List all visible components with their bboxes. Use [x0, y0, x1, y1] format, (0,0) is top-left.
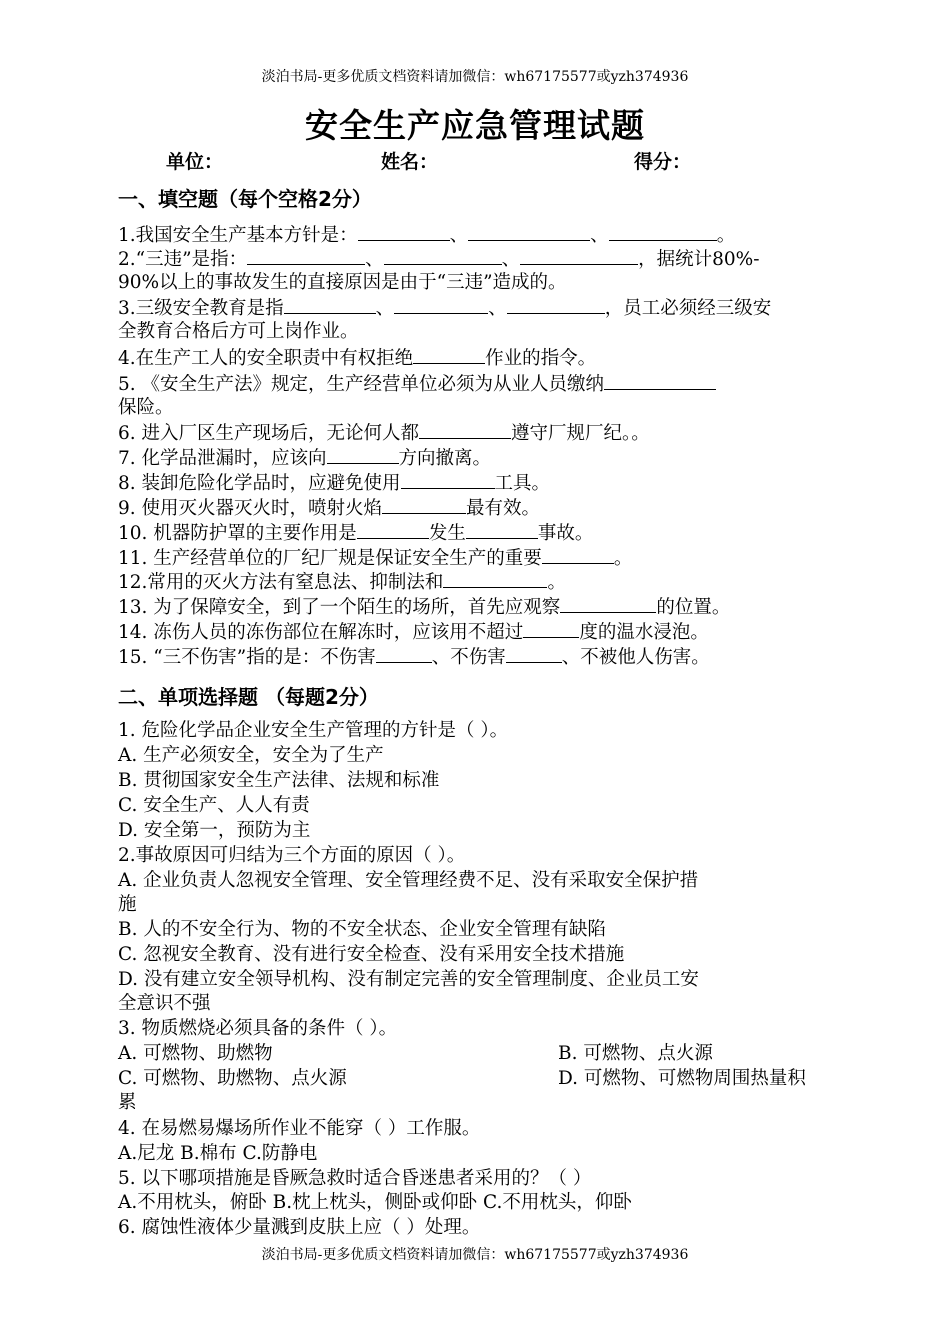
choice-line: C. 忽视安全教育、没有进行安全检查、没有采用安全技术措施 — [118, 944, 625, 965]
answer-blank[interactable] — [560, 595, 656, 613]
answer-blank[interactable] — [609, 223, 717, 241]
q3-option-d: D. 可燃物、可燃物周围热量积 — [558, 1068, 806, 1089]
choice-line: D. 安全第一，预防为主 — [118, 820, 311, 841]
fill-question-5-cont: 保险。 — [118, 397, 174, 418]
choice-line: C. 安全生产、人人有责 — [118, 795, 310, 816]
answer-blank[interactable] — [413, 346, 485, 364]
choice-line: 施 — [118, 894, 137, 915]
choice-line: A. 企业负责人忽视安全管理、安全管理经费不足、没有采取安全保护措 — [118, 870, 699, 891]
choice-line: 1. 危险化学品企业安全生产管理的方针是（ ）。 — [118, 720, 509, 741]
unit-label: 单位： — [166, 151, 224, 173]
choice-line: 全意识不强 — [118, 993, 211, 1014]
fill-question-15: 15. “三不伤害”指的是：不伤害 、不伤害 、不被他人伤害。 — [118, 647, 710, 668]
fill-question-5: 5. 《安全生产法》规定，生产经营单位必须为从业人员缴纳 — [118, 372, 716, 397]
choice-line: 3. 物质燃烧必须具备的条件（ ）。 — [118, 1018, 398, 1039]
section-single-choice-heading: 二、单项选择题 （每题2分） — [118, 685, 379, 709]
answer-blank[interactable] — [468, 223, 590, 241]
choice-line: 2.事故原因可归结为三个方面的原因（ ）。 — [118, 845, 466, 866]
page-title: 安全生产应急管理试题 — [305, 106, 645, 145]
answer-blank[interactable] — [443, 570, 547, 588]
q3-option-wrap: 累 — [118, 1092, 137, 1113]
choice-line: A.尼龙 B.棉布 C.防静电 — [118, 1143, 318, 1164]
choice-line: 6. 腐蚀性液体少量溅到皮肤上应（ ）处理。 — [118, 1217, 481, 1238]
answer-blank[interactable] — [394, 296, 488, 314]
fill-question-2-cont: 90%以上的事故发生的直接原因是由于“三违”造成的。 — [118, 272, 567, 293]
fill-question-9: 9. 使用灭火器灭火时，喷射火焰 最有效。 — [118, 498, 541, 519]
fill-question-2: 2.“三违”是指： 、 、 ，据统计80%- — [118, 249, 760, 270]
section-fill-blank-heading: 一、填空题（每个空格2分） — [118, 187, 372, 211]
answer-blank[interactable] — [466, 521, 538, 539]
answer-blank[interactable] — [507, 296, 605, 314]
answer-blank[interactable] — [419, 421, 511, 439]
q3-option-c: C. 可燃物、助燃物、点火源 — [118, 1068, 347, 1089]
footer-watermark: 淡泊书局-更多优质文档资料请加微信：wh67175577或yzh374936 — [261, 1247, 689, 1263]
choice-line: B. 人的不安全行为、物的不安全状态、企业安全管理有缺陷 — [118, 919, 606, 940]
fill-question-7: 7. 化学品泄漏时，应该向 方向撤离。 — [118, 448, 492, 469]
choice-line: A. 生产必须安全，安全为了生产 — [118, 745, 384, 766]
q3-option-a: A. 可燃物、助燃物 — [118, 1043, 273, 1064]
score-label: 得分： — [634, 151, 692, 173]
fill-question-13: 13. 为了保障安全，到了一个陌生的场所，首先应观察 的位置。 — [118, 597, 731, 618]
choice-line: A.不用枕头，俯卧 B.枕上枕头，侧卧或仰卧 C.不用枕头，仰卧 — [118, 1192, 632, 1213]
fill-question-10: 10. 机器防护罩的主要作用是 发生 事故。 — [118, 523, 594, 544]
fill-question-3: 3.三级安全教育是指 、 、 ，员工必须经三级安 — [118, 298, 772, 319]
header-watermark: 淡泊书局-更多优质文档资料请加微信：wh67175577或yzh374936 — [261, 69, 689, 85]
answer-blank[interactable] — [542, 546, 614, 564]
answer-blank[interactable] — [520, 247, 638, 265]
q3-option-b: B. 可燃物、点火源 — [558, 1043, 713, 1064]
answer-blank[interactable] — [358, 223, 450, 241]
name-label: 姓名： — [381, 151, 439, 173]
answer-blank[interactable] — [604, 372, 716, 390]
fill-question-1: 1.我国安全生产基本方针是： 、 、 。 — [118, 225, 736, 246]
fill-question-12: 12.常用的灭火方法有窒息法、抑制法和 。 — [118, 572, 566, 593]
answer-blank[interactable] — [357, 521, 429, 539]
choice-line: B. 贯彻国家安全生产法律、法规和标准 — [118, 770, 440, 791]
fill-question-11: 11. 生产经营单位的厂纪厂规是保证安全生产的重要 。 — [118, 548, 633, 569]
fill-question-14: 14. 冻伤人员的冻伤部位在解冻时，应该用不超过 度的温水浸泡。 — [118, 622, 709, 643]
answer-blank[interactable] — [247, 247, 365, 265]
answer-blank[interactable] — [384, 247, 502, 265]
answer-blank[interactable] — [284, 296, 376, 314]
answer-blank[interactable] — [376, 645, 432, 663]
fill-question-6: 6. 进入厂区生产现场后，无论何人都 遵守厂规厂纪。。 — [118, 423, 650, 444]
answer-blank[interactable] — [506, 645, 562, 663]
fill-question-8: 8. 装卸危险化学品时，应避免使用 工具。 — [118, 473, 551, 494]
choice-line: 4. 在易燃易爆场所作业不能穿（ ）工作服。 — [118, 1118, 481, 1139]
choice-line: 5. 以下哪项措施是昏厥急救时适合昏迷患者采用的？（ ） — [118, 1168, 592, 1189]
answer-blank[interactable] — [523, 620, 579, 638]
fill-question-4: 4.在生产工人的安全职责中有权拒绝 作业的指令。 — [118, 348, 597, 369]
choice-line: D. 没有建立安全领导机构、没有制定完善的安全管理制度、企业员工安 — [118, 969, 699, 990]
answer-blank[interactable] — [401, 471, 495, 489]
fill-question-3-cont: 全教育合格后方可上岗作业。 — [118, 321, 359, 342]
answer-blank[interactable] — [382, 496, 466, 514]
answer-blank[interactable] — [327, 446, 399, 464]
